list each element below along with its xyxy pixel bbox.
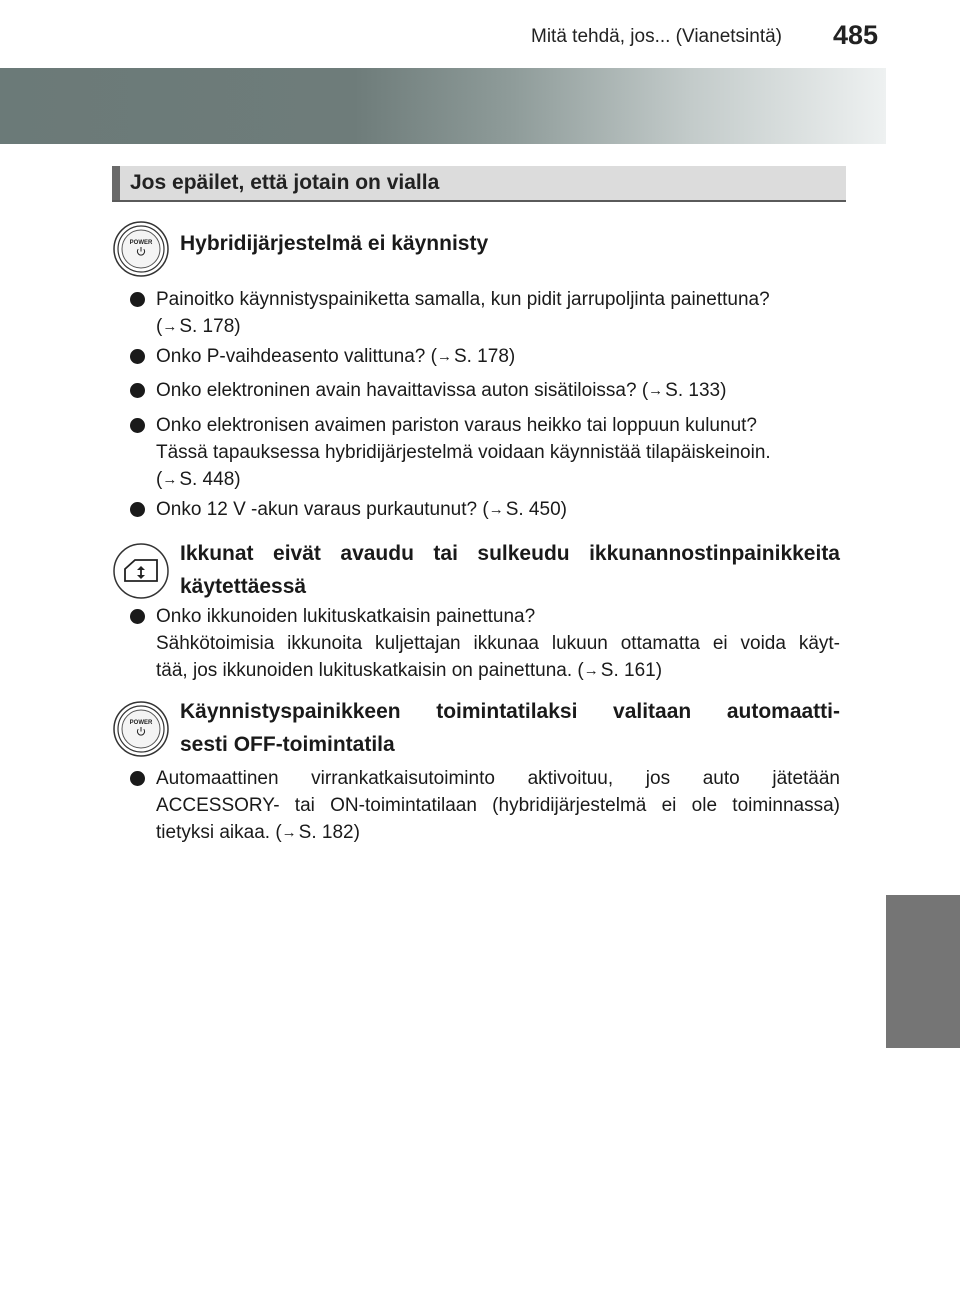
chapter-banner [0,68,886,144]
power-window-switch-icon [113,543,169,599]
group-title-windows-not-working: Ikkunat eivät avaudu tai sulkeudu ikkunannostinpainikkeita käytettäessä [180,542,840,598]
page-reference: S. 178) [179,316,241,337]
page-reference: S. 450) [505,499,567,520]
list-item: Onko ikkunoiden lukituskatkaisin painettuna? Sähkötoimisia ikkunoita kuljettajan ikkunaa lukuun ottamatta ei voida käyt- tää, jos ikkunoiden lukituskatkaisin on painettuna. (→ S. 161) [130,603,840,684]
page-reference: S. 161) [600,660,663,681]
group-title-auto-power-off: Käynnistyspainikkeen toimintatilaksi valitaan automaatti- sesti OFF-toimintatila [180,700,840,756]
list-item: Onko elektroninen avain havaittavissa auton sisätiloissa? (→ S. 133) [130,377,840,404]
bullet-dot-icon [130,292,145,307]
bullet-dot-icon [130,609,145,624]
chapter-side-tab [886,895,960,1048]
arrow-right-icon: → [162,471,178,488]
page-reference: S. 178) [453,346,516,367]
list-item: Painoitko käynnistyspainiketta samalla, kun pidit jarrupoljinta painettuna? (→ S. 178) [130,286,840,340]
bullet-dot-icon [130,771,145,786]
bullet-dot-icon [130,418,145,433]
arrow-right-icon: → [583,662,599,679]
arrow-right-icon: → [281,824,297,841]
list-item: Onko elektronisen avaimen pariston varaus heikko tai loppuun kulunut? Tässä tapauksessa hybridijärjestelmä voidaan käynnistää tilapäiskeinoin. (→ S. 448) [130,412,840,493]
list-item: Onko 12 V -akun varaus purkautunut? (→ S. 450) [130,496,840,523]
power-button-icon [113,701,169,757]
list-item: Automaattinen virrankatkaisutoiminto aktivoituu, jos auto jätetään ACCESSORY- tai ON-toimintatilaan (hybridijärjestelmä ei ole toiminnassa) tietyksi aikaa. (→ S. 182) [130,765,840,846]
bullet-dot-icon [130,383,145,398]
arrow-right-icon: → [162,318,178,335]
power-button-icon [113,221,169,277]
power-button-label: POWER [129,720,153,726]
page-number: 485 [832,20,878,50]
group-title-hybrid-not-starting: Hybridijärjestelmä ei käynnisty [180,232,489,255]
list-item: Onko P-vaihdeasento valittuna? (→ S. 178) [130,343,840,370]
arrow-right-icon: → [648,382,664,399]
bullet-dot-icon [130,502,145,517]
power-button-label: POWER [129,240,153,246]
bullet-dot-icon [130,349,145,364]
page-reference: S. 133) [665,380,727,401]
arrow-right-icon: → [436,348,452,365]
page-reference: S. 182) [298,822,360,843]
section-title: Jos epäilet, että jotain on vialla [130,171,440,194]
page-reference: S. 448) [179,469,241,490]
section-header [112,166,846,202]
arrow-right-icon: → [488,501,504,518]
chapter-title: Mitä tehdä, jos... (Vianetsintä) [531,26,782,47]
